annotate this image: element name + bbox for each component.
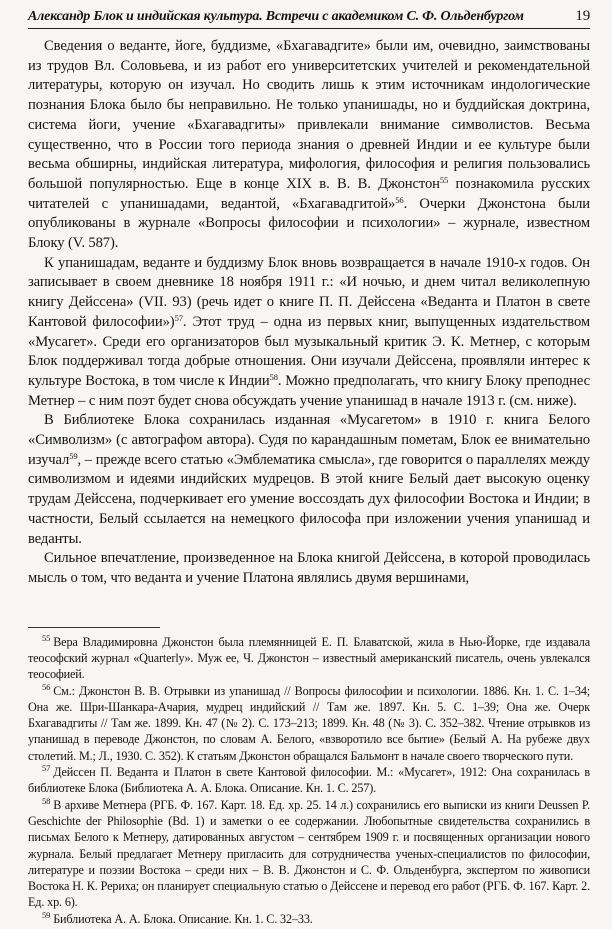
footnote-59 bbox=[28, 911, 590, 927]
paragraph-4 bbox=[28, 549, 590, 588]
footnote-56 bbox=[28, 683, 590, 764]
footnote-ref-59[interactable]: 59 bbox=[69, 450, 78, 461]
paragraph-3 bbox=[28, 411, 590, 549]
running-title: Александр Блок и индийская культура. Встречи с академиком С. Ф. Ольденбургом bbox=[28, 9, 524, 24]
footnote-number: 58 bbox=[42, 795, 51, 806]
text-run: В Библиотеке Блока сохранилась изданная «Мусагетом» в 1910 г. книга Белого «Символизм» (с автографом автора). Судя по карандашным пометам, Блок ее внимательно изучал bbox=[28, 412, 590, 468]
footnote-text: Дейссен П. Веданта и Платон в свете Кантовой философии. М.: «Мусагет», 1912: Она сохранилась в библиотеке Блока (Библиотека А. А. Блока. Описание. Кн. 1. С. 257). bbox=[28, 765, 590, 796]
paragraph-2 bbox=[28, 254, 590, 412]
footnote-ref-56[interactable]: 56 bbox=[395, 194, 404, 205]
text-run: . Этот труд – одна из первых книг, выпущенных издательством «Мусагет». Среди его организаторов был музыкальный критик Э. К. Метнер, с которым Блок поддерживал тогда добрые отношения. Они изучали Дейссена, проявляли интерес к культуре Востока, в том числе к Индии bbox=[28, 313, 591, 389]
footnote-text: Библиотека А. А. Блока. Описание. Кн. 1. С. 32–33. bbox=[53, 911, 313, 926]
text-run: . Можно предполагать, что книгу Блоку преподнес Метнер – с ним поэт будет снова обсуждать учение упанишад в начале 1913 г. (см. ниже). bbox=[28, 372, 590, 409]
text-run: . Очерки Джонстона были опубликованы в журнале «Вопросы философии и психологии» – журнале, известном Блоку (V. 587). bbox=[28, 195, 590, 252]
footnote-ref-57[interactable]: 57 bbox=[174, 312, 183, 323]
footnote-text: См.: Джонстон В. В. Отрывки из упанишад // Вопросы философии и психологии. 1886. Кн. 1. С. 1–34; Она же. Шри-Шанкара-Ачария, мудрец индийский // Там же. 1897. Кн. 5. С. 1–39; Она же. Очерк Бхагавадгиты // Там же. 1899. Кн. 47 (№ 2). С. 173–213; 1899. Кн. 48 (№ 3). С. 352–382. Чтение отрывков из упанишад в переводе Джонстон, по словам А. Белого, «взворотило все бытие» (Белый А. На рубеже двух столетий. М.; Л., 1930. С. 352). К статьям Джонстон обращался Бальмонт в начале своего творческого пути. bbox=[28, 683, 590, 763]
footnote-text: Вера Владимировна Джонстон была племянницей Е. П. Блаватской, жила в Нью-Йорке, где издавала теософский журнал «Quarterly». Муж ее, Ч. Джонстон – известный американский писатель, очень увлекался теософией. bbox=[28, 634, 590, 682]
footnote-57 bbox=[28, 764, 590, 797]
footnote-ref-58[interactable]: 58 bbox=[269, 371, 278, 382]
text-run: Сильное впечатление, произведенное на Блока книгой Дейссена, в которой проводилась мысль о том, что веданта и учение Платона являлись двумя вершинами, bbox=[28, 550, 590, 586]
footnote-55 bbox=[28, 634, 590, 683]
footnote-divider bbox=[28, 627, 160, 628]
text-run: К упанишадам, веданте и буддизму Блок вновь возвращается в начале 1910-х годов. Он записывает в своем дневнике 18 ноября 1911 г.: «И ночью, и днем читал великолепную книгу Дейссена» (VII. 93) (речь идет о книге П. П. Дейссена «Веданта и Платон в свете Кантовой философии») bbox=[28, 254, 590, 330]
footnote-number: 57 bbox=[42, 763, 51, 774]
text-run: , – прежде всего статью «Эмблематика смысла», где говорится о параллелях между символизмом и идеями индийских мудрецов. В этой книге Белый дает высокую оценку трудам Дейссена, подчеркивает его умение воссоздать дух философии Востока и Индии; в частности, Белый ссылается на немецкого философа при изложении учения упанишад и веданты. bbox=[28, 451, 590, 547]
running-header bbox=[28, 0, 590, 29]
page-number: 19 bbox=[575, 8, 590, 24]
text-run: Сведения о веданте, йоге, буддизме, «Бхагавадгите» были им, очевидно, заимствованы из трудов Вл. Соловьева, и из работ его университетских учителей и рекомендательной литературы, которую он изучал. Но сводить лишь к этим источникам индологические познания Блока было бы неправильно. Не только упанишады, но и буддийская доктрина, система йоги, учение «Бхагавадгиты» привлекали внимание символистов. Весьма существенно, что в России того периода знания о древней Индии и ее культуре были весьма обширны, индийская литература, мифология, философия и религия пользовались большой популярностью. Еще в конце XIX в. В. В. Джонстон bbox=[28, 38, 590, 192]
footnote-text: В архиве Метнера (РГБ. Ф. 167. Карт. 18. Ед. хр. 25. 14 л.) сохранились его выписки из книги Deussen P. Geschichte der Philosophie (Bd. 1) и заметки о ее содержании. Любопытные свидетельства сохранились в письмах Белого к Метнеру, датированных августом – сентябрем 1909 г. и посвященных организации нового журнала. Белый предлагает Метнеру пригласить для сотрудничества ученых-специалистов по философии, литературе и поэзии Востока – среди них – В. В. Джонстон и С. Ф. Ольденбурга, экспертом по живописи Востока Н. К. Рериха; он планирует специальную статью о Дейссене и перевод его работ (РГБ. Ф. 167. Карт. 2. Ед. хр. 6). bbox=[28, 797, 590, 910]
text-run: познакомила русских читателей с упанишадами, ведантой, «Бхагавадгитой» bbox=[28, 175, 591, 212]
footnotes bbox=[28, 634, 590, 927]
footnote-58 bbox=[28, 797, 590, 911]
paragraph-1 bbox=[28, 37, 590, 254]
footnote-number: 55 bbox=[42, 632, 51, 643]
footnote-number: 56 bbox=[42, 681, 51, 692]
footnote-ref-55[interactable]: 55 bbox=[439, 174, 449, 185]
footnote-number: 59 bbox=[42, 909, 51, 920]
main-text bbox=[28, 37, 590, 589]
